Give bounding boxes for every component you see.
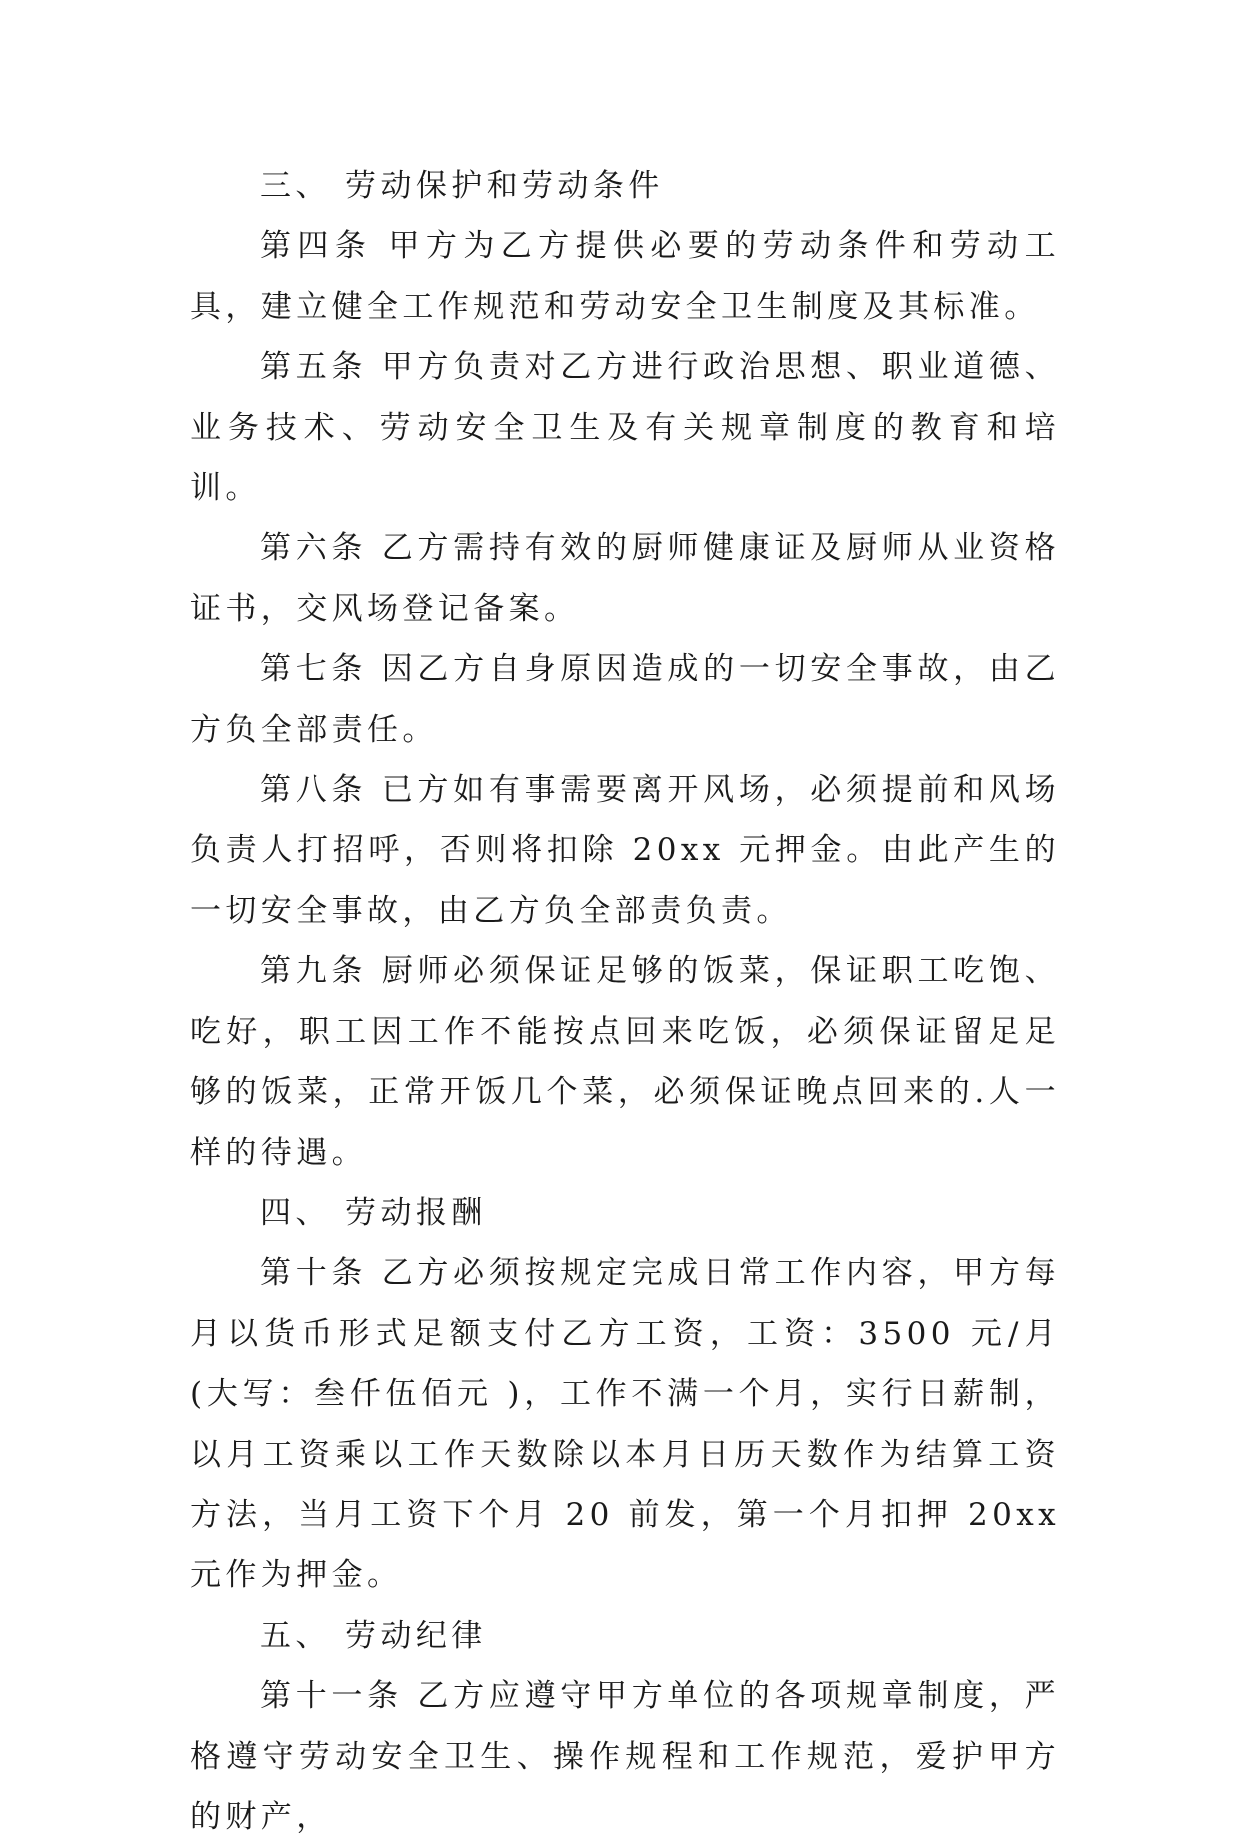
article-9: 第九条 厨师必须保证足够的饭菜，保证职工吃饱、吃好，职工因工作不能按点回来吃饭，必须保证留足足够的饭菜，正常开饭几个菜，必须保证晚点回来的.人一样的待遇。 [190, 953, 1060, 1171]
section-heading-remuneration: 四、 劳动报酬 [260, 1194, 487, 1231]
article-6: 第六条 乙方需持有效的厨师健康证及厨师从业资格证书，交风场登记备案。 [190, 530, 1060, 627]
document-body [190, 156, 1060, 1847]
article-8: 第八条 已方如有事需要离开风场，必须提前和风场负责人打招呼，否则将扣除 20xx 元押金。由此产生的一切安全事故，由乙方负全部责负责。 [190, 772, 1060, 929]
article-11: 第十一条 乙方应遵守甲方单位的各项规章制度，严格遵守劳动安全卫生、操作规程和工作规范，爱护甲方的财产， [190, 1678, 1060, 1835]
section-heading-discipline: 五、 劳动纪律 [260, 1617, 487, 1654]
section-heading-labor-protection: 三、 劳动保护和劳动条件 [260, 168, 664, 204]
article-4: 第四条 甲方为乙方提供必要的劳动条件和劳动工具，建立健全工作规范和劳动安全卫生制度及其标准。 [190, 228, 1060, 325]
article-7: 第七条 因乙方自身原因造成的一切安全事故，由乙方负全部责任。 [190, 651, 1060, 748]
article-5: 第五条 甲方负责对乙方进行政治思想、职业道德、业务技术、劳动安全卫生及有关规章制度的教育和培训。 [190, 349, 1060, 507]
article-10: 第十条 乙方必须按规定完成日常工作内容，甲方每月以货币形式足额支付乙方工资，工资：3500 元/月(大写：叁仟伍佰元 )，工作不满一个月，实行日薪制，以月工资乘以工作天数除以本月日历天数作为结算工资方法，当月工资下个月 20 前发，第一个月扣押 20xx 元作为押金。 [190, 1255, 1060, 1594]
